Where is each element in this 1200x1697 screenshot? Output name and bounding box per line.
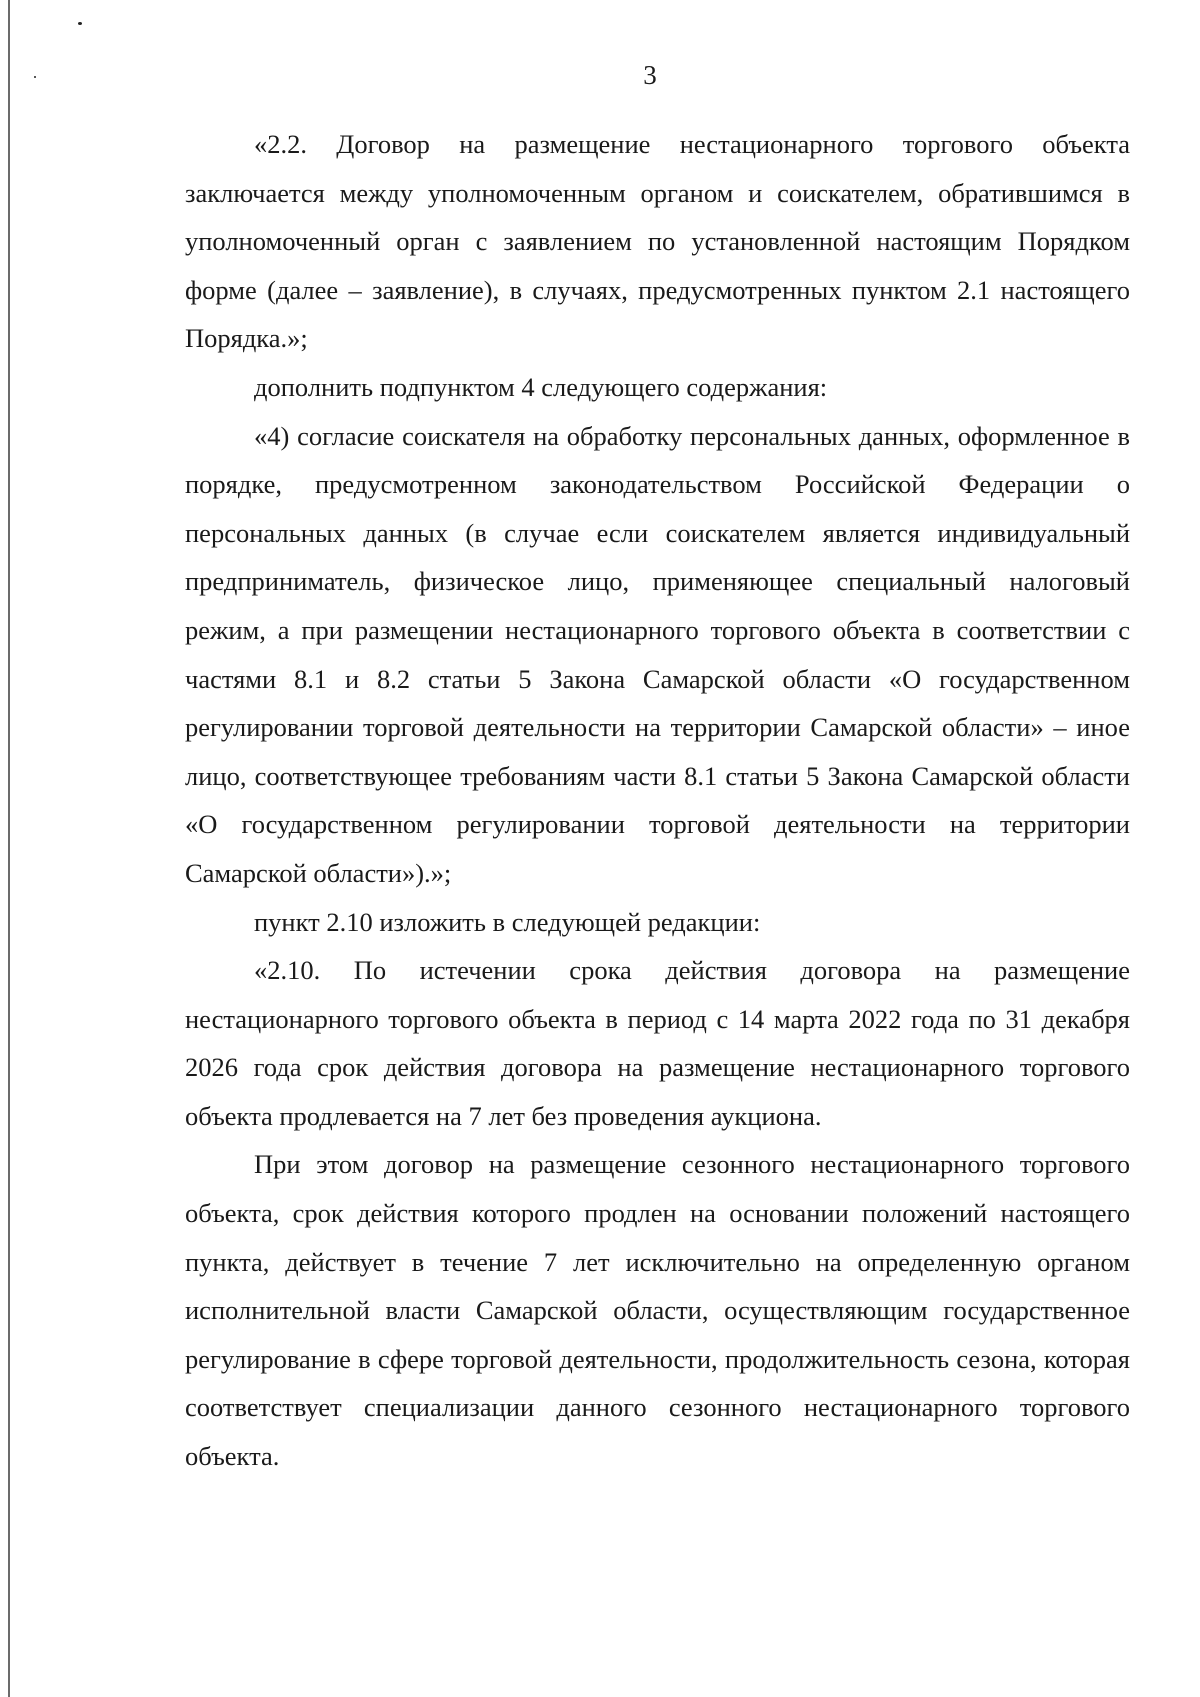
paragraph: При этом договор на размещение сезонного нестационарного торгового объекта, срок действия которого продлен на основании положений настоящего пункта, действует в течение 7 лет исключительно на определенную органом исполнительной власти Самарской области, осуществляющим государственное регулирование в сфере торговой деятельности, продолжительность сезона, которая соответствует специализации данного сезонного нестационарного торгового объекта. <box>185 1149 1130 1472</box>
scan-speck <box>78 22 82 25</box>
paragraph: пункт 2.10 изложить в следующей редакции: <box>254 906 761 937</box>
paragraph: «2.10. По истечении срока действия договора на размещение нестационарного торгового объекта в период с 14 марта 2022 года по 31 декабря 2026 года срок действия договора на размещение нестационарного торгового объекта продлевается на 7 лет без проведения аукциона. <box>185 955 1130 1131</box>
paragraph: дополнить подпунктом 4 следующего содержания: <box>254 371 828 402</box>
document-body <box>185 120 1130 1481</box>
scan-border-line <box>8 0 10 1697</box>
page-number: 3 <box>643 60 657 90</box>
paragraph: «2.2. Договор на размещение нестационарного торгового объекта заключается между уполномоченным органом и соискателем, обратившимся в уполномоченный орган с заявлением по установленной настоящим Порядком форме (далее – заявление), в случаях, предусмотренных пунктом 2.1 настоящего Порядка.»; <box>185 129 1130 354</box>
paragraph: «4) согласие соискателя на обработку персональных данных, оформленное в порядке, предусмотренном законодательством Российской Федерации о персональных данных (в случае если соискателем является индивидуальный предприниматель, физическое лицо, применяющее специальный налоговый режим, а при размещении нестационарного торгового объекта в соответствии с частями 8.1 и 8.2 статьи 5 Закона Самарской области «О государственном регулировании торговой деятельности на территории Самарской области» – иное лицо, соответствующее требованиям части 8.1 статьи 5 Закона Самарской области «О государственном регулировании торговой деятельности на территории Самарской области»).»; <box>185 420 1130 888</box>
